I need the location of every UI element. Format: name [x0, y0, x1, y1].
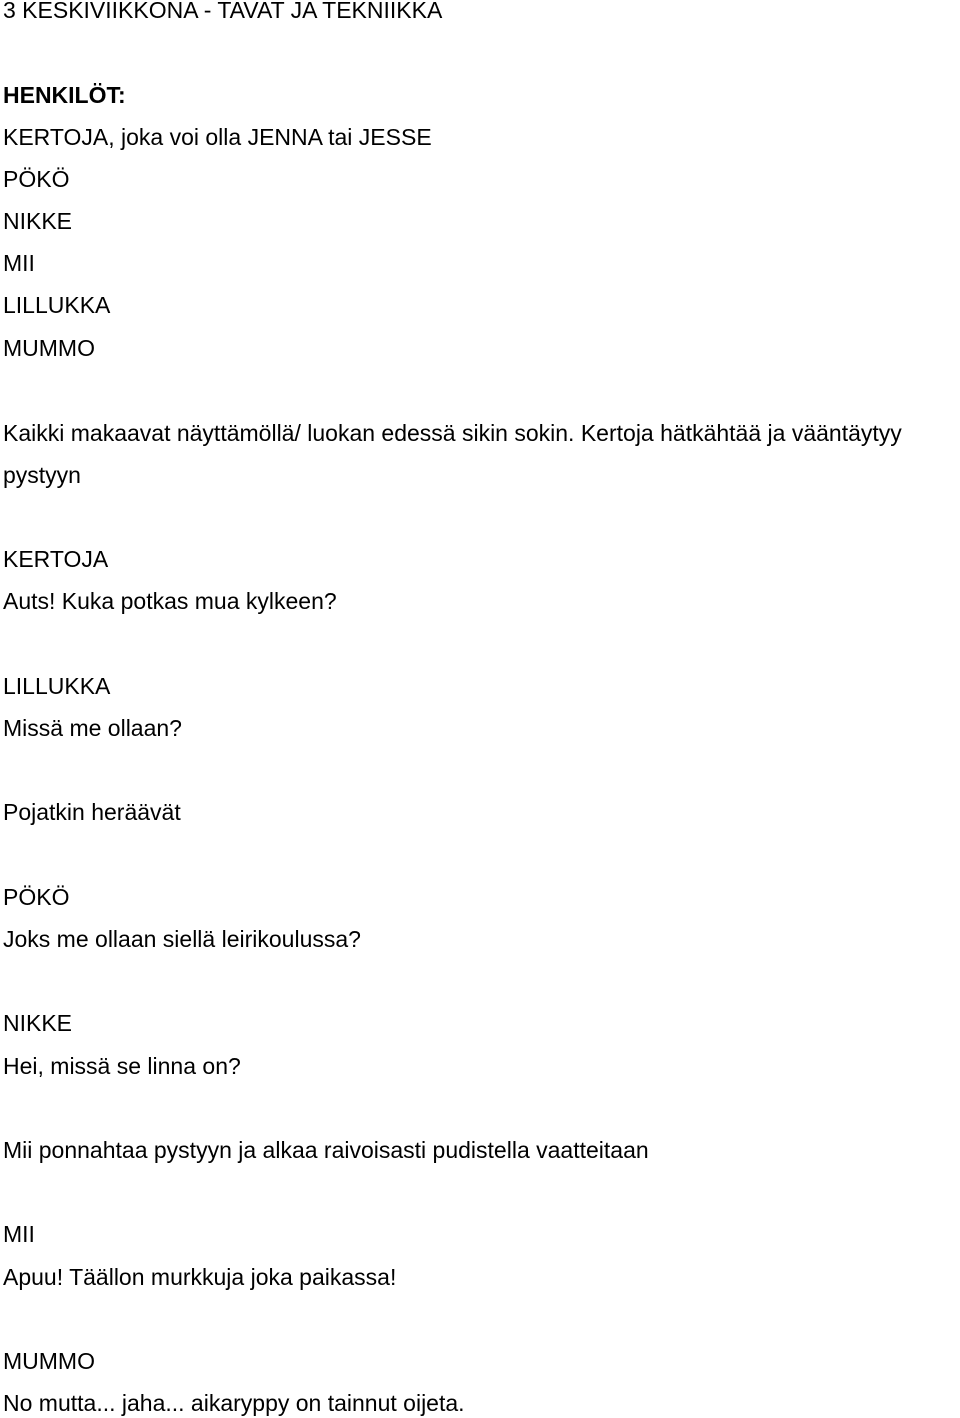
dialogue-line: Auts! Kuka potkas mua kylkeen?	[3, 588, 337, 614]
cast-member: MII	[3, 250, 35, 276]
dialogue-line: Apuu! Täällon murkkuja joka paikassa!	[3, 1264, 397, 1290]
cast-member: NIKKE	[3, 208, 73, 234]
dialogue-line: Joks me ollaan siellä leirikoulussa?	[3, 926, 361, 952]
cast-member: KERTOJA, joka voi olla JENNA tai JESSE	[3, 124, 432, 150]
stage-direction: Mii ponnahtaa pystyyn ja alkaa raivoisasti pudistella vaatteitaan	[3, 1137, 649, 1163]
stage-direction: pystyyn	[3, 462, 81, 488]
cast-member: PÖKÖ	[3, 166, 70, 192]
speaker-name: MII	[3, 1221, 35, 1247]
cast-heading: HENKILÖT:	[3, 82, 126, 108]
dialogue-line: Missä me ollaan?	[3, 715, 182, 741]
speaker-name: PÖKÖ	[3, 884, 70, 910]
speaker-name: LILLUKKA	[3, 673, 111, 699]
speaker-name: KERTOJA	[3, 546, 109, 572]
dialogue-line: No mutta... jaha... aikaryppy on tainnut oijeta.	[3, 1390, 465, 1416]
speaker-name: MUMMO	[3, 1348, 95, 1374]
dialogue-line: Hei, missä se linna on?	[3, 1053, 241, 1079]
stage-direction: Kaikki makaavat näyttämöllä/ luokan edessä sikin sokin. Kertoja hätkähtää ja vääntäytyy	[3, 420, 902, 446]
document-title: 3 KESKIVIIKKONA - TAVAT JA TEKNIIKKA	[3, 0, 443, 23]
cast-member: MUMMO	[3, 335, 95, 361]
cast-member: LILLUKKA	[3, 292, 111, 318]
stage-direction: Pojatkin heräävät	[3, 799, 181, 825]
speaker-name: NIKKE	[3, 1010, 73, 1036]
